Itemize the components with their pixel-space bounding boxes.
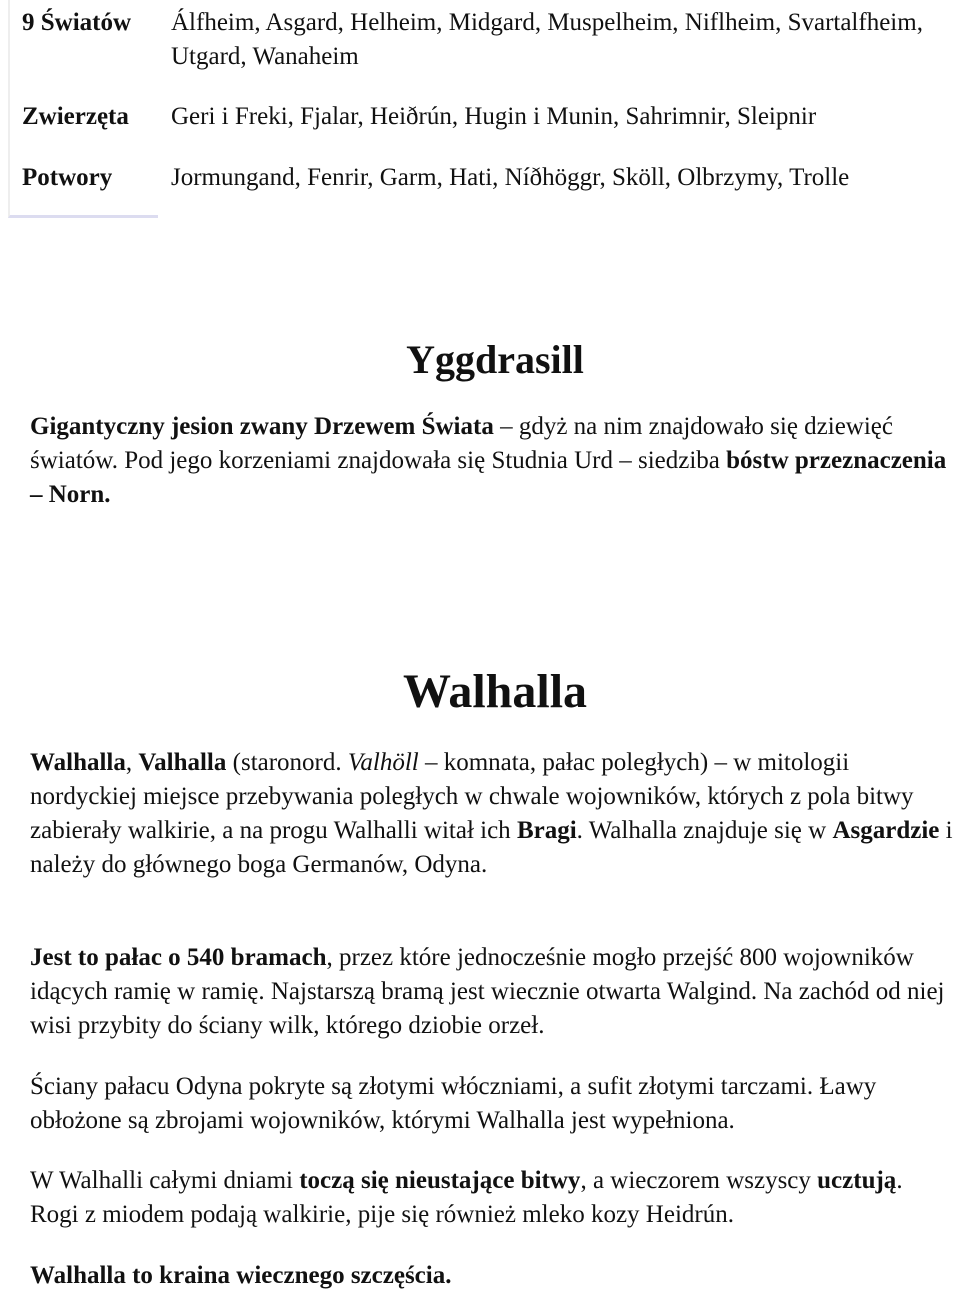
italic-text: Valhöll [347, 749, 419, 776]
yggdrasill-paragraph [30, 410, 955, 512]
text: – gdyż na nim znajdowało się dziewięć światów. Pod jego korzeniami znajdowała się Studnia Urd – siedziba [30, 413, 893, 474]
row-value: Jormungand, Fenrir, Garm, Hati, Níðhöggr, Sköll, Olbrzymy, Trolle [171, 164, 850, 191]
bold-text: Jest to pałac o 540 bramach [30, 944, 327, 971]
walhalla-paragraph-5 [30, 1259, 955, 1293]
text: , [125, 749, 139, 776]
text: (staronord. [226, 749, 348, 776]
text: . Walhalla znajduje się w [576, 817, 833, 844]
bold-text: Gigantyczny jesion zwany Drzewem Świata [30, 413, 494, 440]
walhalla-paragraph-3: Ściany pałacu Odyna pokryte są złotymi włóczniami, a sufit złotymi tarczami. Ławy obłożone są zbrojami wojowników, którymi Walhalla jest wypełniona. [30, 1073, 877, 1134]
walhalla-paragraph-4 [30, 1164, 955, 1232]
row-value: Álfheim, Asgard, Helheim, Midgard, Muspelheim, Niflheim, Svartalfheim, Utgard, Wanaheim [171, 9, 923, 70]
row-key: Potwory [22, 164, 113, 191]
walhalla-paragraph-1 [30, 746, 955, 882]
row-key: 9 Światów [22, 9, 132, 36]
bold-text: Asgardzie [832, 817, 940, 844]
bold-text: Bragi [516, 817, 577, 844]
text: i należy do głównego boga Germanów, Odyna. [30, 817, 953, 878]
bold-text: Valhalla [138, 749, 227, 776]
text: , a wieczorem wszyscy [580, 1167, 818, 1194]
walhalla-paragraph-2 [30, 941, 955, 1043]
text: W Walhalli całymi dniami [30, 1167, 300, 1194]
text: , przez które jednocześnie mogło przejść 800 wojowników idących ramię w ramię. Najstarszą bramą jest wiecznie otwarta Walgind. Na zachód od niej wisi przybity do ściany wilk, którego dziobie orzeł. [30, 944, 945, 1039]
walhalla-heading: Walhalla [402, 665, 588, 718]
bold-text: Walhalla to kraina wiecznego szczęścia. [30, 1262, 452, 1289]
bold-text: Walhalla [30, 749, 126, 776]
row-value: Geri i Freki, Fjalar, Heiðrún, Hugin i Munin, Sahrimnir, Sleipnir [171, 103, 817, 130]
table-row [10, 161, 960, 195]
row-key: Zwierzęta [22, 103, 129, 130]
text: . Rogi z miodem podają walkirie, pije się również mleko kozy Heidrún. [30, 1167, 903, 1228]
text: – komnata, pałac poległych) – w mitologii nordyckiej miejsce przebywania poległych w chwale wojowników, których z pola bitwy zabierały walkirie, a na progu Walhalli witał ich [30, 749, 914, 844]
yggdrasill-heading: Yggdrasill [406, 337, 584, 382]
bold-text: toczą się nieustające bitwy [299, 1167, 581, 1194]
bold-text: ucztują [817, 1167, 897, 1194]
table-row [10, 100, 960, 134]
table-row [10, 0, 960, 74]
bold-text: bóstw przeznaczenia – Norn. [30, 447, 947, 508]
